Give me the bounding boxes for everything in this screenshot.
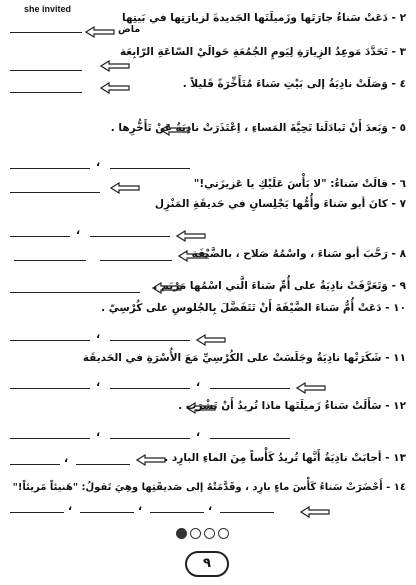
comma: ، bbox=[196, 426, 201, 439]
answer-blank-5a[interactable] bbox=[10, 168, 90, 169]
progress-dot bbox=[204, 528, 215, 539]
sentence-7: ٧ - كانَ أبو سَناءَ وأُمُّها يَجْلِسانِ في حَديقَةِ المَنْزِل bbox=[154, 198, 406, 210]
hint-she-invited: she invited bbox=[24, 4, 72, 14]
page-number: ٩ bbox=[185, 551, 229, 577]
arrow-left-icon bbox=[152, 282, 182, 294]
answer-blank-11c[interactable] bbox=[210, 388, 290, 389]
exercise-line-9 bbox=[8, 280, 406, 300]
arrow-left-icon bbox=[100, 82, 130, 94]
answer-blank-5b[interactable] bbox=[110, 168, 190, 169]
comma: ، bbox=[96, 426, 101, 439]
sentence-3: ٣ - تَحَدَّدَ مَوعِدُ الزِيارَةِ لِيَومِ الجُمُعَةِ حَوالَيْ السّاعَةِ الرّابِعَة bbox=[119, 46, 406, 58]
answer-blank-10a[interactable] bbox=[10, 340, 90, 341]
sentence-8: ٨ - رَحَّبَ أبو سَناءَ ، واسْمُهُ صَلاح ، بالضَّيْفَة bbox=[191, 248, 406, 260]
answer-blank-13b[interactable] bbox=[76, 464, 130, 465]
exercise-line-5 bbox=[8, 122, 406, 142]
answer-blank-12b[interactable] bbox=[110, 438, 190, 439]
answer-blank-14b[interactable] bbox=[80, 512, 134, 513]
arrow-left-icon bbox=[176, 230, 206, 242]
progress-dot bbox=[218, 528, 229, 539]
answer-blank-9[interactable] bbox=[10, 292, 140, 293]
comma: ، bbox=[138, 500, 143, 513]
sentence-13: ١٣ - أجابَتْ نادِيَةُ أَنَّها تُريدُ كَأْساً مِنَ الماءِ البارِد . bbox=[164, 452, 406, 464]
arrow-left-icon bbox=[160, 124, 190, 136]
comma: ، bbox=[196, 376, 201, 389]
answer-blank-14a[interactable] bbox=[10, 512, 64, 513]
progress-dot bbox=[190, 528, 201, 539]
arrow-left-icon bbox=[136, 454, 166, 466]
progress-dots bbox=[176, 528, 240, 540]
exercise-line-11 bbox=[8, 352, 406, 372]
arrow-left-icon bbox=[85, 26, 115, 38]
answer-blank-13a[interactable] bbox=[10, 464, 60, 465]
sentence-4: ٤ - وَصَلَتْ نادِيَةُ إلى بَيْتِ سَناءَ مُتَأَخِّرَةً قَليلاً . bbox=[182, 78, 406, 90]
hint-past: ماض bbox=[118, 24, 141, 35]
comma: ، bbox=[76, 224, 81, 237]
answer-blank-8a[interactable] bbox=[100, 260, 172, 261]
sentence-2: ٢ - دَعَتْ سَناءُ جارَتَها وزَميلَتَها الجَديدةَ لزيارَتِها في بَيتِها bbox=[122, 12, 406, 24]
answer-blank-12a[interactable] bbox=[10, 438, 90, 439]
comma: ، bbox=[208, 500, 213, 513]
answer-blank-14c[interactable] bbox=[150, 512, 204, 513]
comma: ، bbox=[96, 328, 101, 341]
answer-blank-10b[interactable] bbox=[110, 340, 190, 341]
comma: ، bbox=[64, 452, 69, 465]
arrow-left-icon bbox=[110, 182, 140, 194]
sentence-12: ١٢ - سَأَلَتْ سَناءُ زَميلَتَها ماذا تُريدُ أَنْ تَشْرَب . bbox=[178, 400, 406, 412]
progress-dot bbox=[176, 528, 187, 539]
comma: ، bbox=[96, 376, 101, 389]
exercise-line-4 bbox=[8, 78, 406, 98]
comma: ، bbox=[68, 500, 73, 513]
sentence-5: ٥ - وَبَعدَ أَنْ تَبادَلَتا تَحِيَّةَ المَساءِ ، اِعْتَذَرَتْ نادِيَةُ عَنْ تَأَخُّرِها . bbox=[110, 122, 406, 134]
sentence-6: ٦ - قالَتْ سَناءُ: "لا بَأْسَ عَلَيْكِ يا عَزيزَتي!" bbox=[193, 178, 406, 190]
comma: ، bbox=[96, 156, 101, 169]
answer-blank-3[interactable] bbox=[10, 70, 82, 71]
sentence-11: ١١ - شَكَرَتْها نادِيَةُ وجَلَسَتْ على الكُرْسِيِّ مَعَ الأُسْرَةِ في الحَديقَة bbox=[82, 352, 406, 364]
answer-blank-8b[interactable] bbox=[14, 260, 86, 261]
exercise-line-3 bbox=[8, 46, 406, 66]
answer-blank-7b[interactable] bbox=[90, 236, 170, 237]
exercise-line-7 bbox=[8, 198, 406, 218]
sentence-14: ١٤ - أَحْضَرَتْ سَناءُ كَأْسَ ماءٍ بارِد ، وقَدَّمَتْهُ إلى صَديقَتِها وهِيَ تَقولُ: "هَنيئاً مَريئاً!" bbox=[12, 482, 406, 493]
sentence-10: ١٠ - دَعَتْ أُمُّ سَناءَ الضَّيْفَةَ أَنْ تَتَفَضَّلَ بِالجُلوسِ على كُرْسِيّ . bbox=[101, 302, 406, 314]
answer-blank-11b[interactable] bbox=[110, 388, 190, 389]
arrow-left-icon bbox=[186, 402, 216, 414]
arrow-left-icon bbox=[100, 60, 130, 72]
exercise-line-14 bbox=[8, 482, 406, 502]
answer-blank-14d[interactable] bbox=[220, 512, 274, 513]
answer-blank-12c[interactable] bbox=[210, 438, 290, 439]
exercise-line-10 bbox=[8, 302, 406, 322]
answer-blank-4[interactable] bbox=[10, 92, 82, 93]
answer-blank-6[interactable] bbox=[10, 192, 100, 193]
answer-blank-11a[interactable] bbox=[10, 388, 90, 389]
arrow-left-icon bbox=[178, 250, 208, 262]
answer-blank-7a[interactable] bbox=[10, 236, 70, 237]
arrow-left-icon bbox=[296, 382, 326, 394]
answer-blank-2[interactable] bbox=[10, 32, 82, 33]
exercise-line-2 bbox=[8, 12, 406, 32]
sentence-9: ٩ - وَتَعَرَّفَتْ نادِيَةُ على أُمِّ سَناءَ الَّتي اسْمُها مَرْيَم . bbox=[153, 280, 406, 292]
arrow-left-icon bbox=[196, 334, 226, 346]
exercise-line-6 bbox=[8, 178, 406, 198]
arrow-left-icon bbox=[300, 506, 330, 518]
